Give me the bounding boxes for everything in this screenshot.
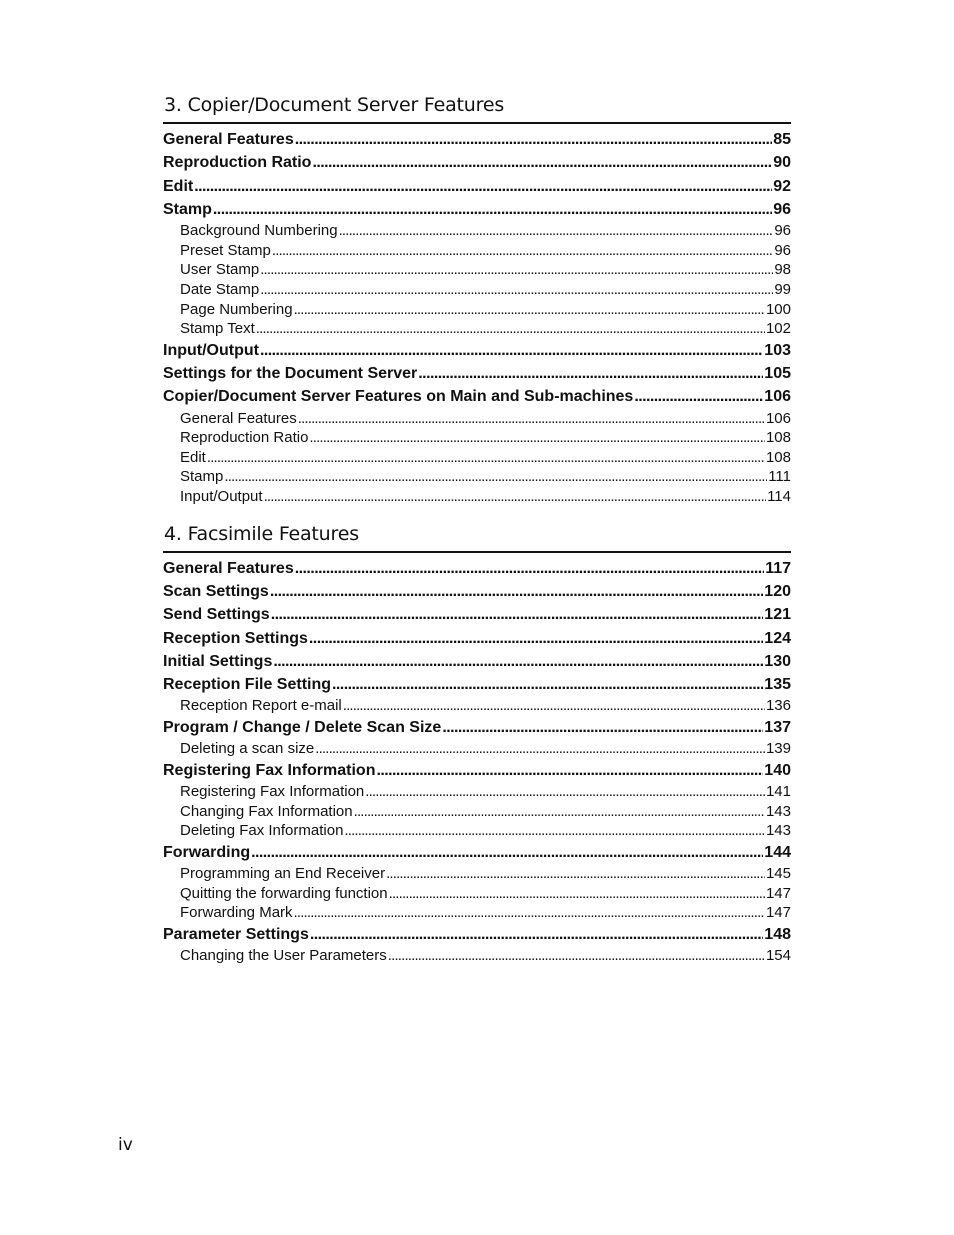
entry-page-number: 96 <box>773 200 791 218</box>
entry-page-number: 106 <box>765 409 791 427</box>
entry-title: Quitting the forwarding function <box>180 884 388 902</box>
toc-entry[interactable] <box>163 673 791 696</box>
dot-leader <box>388 946 765 966</box>
entry-title: Copier/Document Server Features on Main and Sub-machines <box>163 388 634 406</box>
entry-page-number: 102 <box>765 320 791 338</box>
entry-page-number: 143 <box>765 802 791 820</box>
entry-page-number: 145 <box>765 865 791 883</box>
dot-leader <box>256 319 765 339</box>
dot-leader <box>272 241 773 261</box>
toc-entry[interactable] <box>163 759 791 782</box>
toc-subentry[interactable] <box>163 739 791 759</box>
dot-leader <box>224 467 767 487</box>
toc-section <box>163 92 791 507</box>
entry-page-number: 96 <box>774 222 791 240</box>
entry-title: General Features <box>163 559 294 577</box>
entry-page-number: 120 <box>764 582 791 600</box>
entry-page-number: 130 <box>764 652 791 670</box>
entry-page-number: 148 <box>764 926 791 944</box>
toc-entry[interactable] <box>163 385 791 408</box>
entry-title: Parameter Settings <box>163 926 309 944</box>
entry-page-number: 117 <box>765 559 791 577</box>
entry-title: Stamp <box>163 200 212 218</box>
entry-title: Registering Fax Information <box>163 761 376 779</box>
toc-entry[interactable] <box>163 603 791 626</box>
toc-subentry[interactable] <box>163 260 791 280</box>
toc-entry[interactable] <box>163 841 791 864</box>
entry-page-number: 147 <box>765 904 791 922</box>
toc-subentry[interactable] <box>163 280 791 300</box>
entry-page-number: 100 <box>765 300 791 318</box>
toc-subentry[interactable] <box>163 884 791 904</box>
entry-page-number: 98 <box>774 261 791 279</box>
entry-page-number: 103 <box>764 341 791 359</box>
toc-entry-list <box>163 553 791 966</box>
toc-entry[interactable] <box>163 650 791 673</box>
entry-title: Background Numbering <box>180 222 338 240</box>
entry-page-number: 92 <box>773 177 791 195</box>
section-heading: 4. Facsimile Features <box>163 521 791 553</box>
entry-page-number: 85 <box>773 131 791 148</box>
dot-leader <box>339 221 774 241</box>
entry-title: General Features <box>163 131 294 148</box>
dot-leader <box>376 759 763 782</box>
entry-title: Stamp Text <box>180 320 255 338</box>
entry-page-number: 108 <box>765 429 791 447</box>
entry-title: Scan Settings <box>163 582 269 600</box>
entry-title: Deleting a scan size <box>180 740 315 758</box>
toc-subentry[interactable] <box>163 782 791 802</box>
dot-leader <box>386 864 765 884</box>
entry-title: Changing Fax Information <box>180 802 353 820</box>
entry-title: User Stamp <box>180 261 260 279</box>
dot-leader <box>213 198 772 221</box>
dot-leader <box>365 782 765 802</box>
dot-leader <box>194 175 772 198</box>
entry-title: Forwarding Mark <box>180 904 293 922</box>
toc-subentry[interactable] <box>163 903 791 923</box>
toc-subentry[interactable] <box>163 467 791 487</box>
entry-page-number: 139 <box>765 740 791 758</box>
dot-leader <box>344 821 765 841</box>
toc-entry[interactable] <box>163 151 791 174</box>
entry-page-number: 154 <box>765 947 791 965</box>
entry-page-number: 96 <box>774 241 791 259</box>
toc-subentry[interactable] <box>163 319 791 339</box>
entry-page-number: 108 <box>765 448 791 466</box>
entry-page-number: 141 <box>765 783 791 801</box>
entry-page-number: 99 <box>774 280 791 298</box>
toc-subentry[interactable] <box>163 300 791 320</box>
entry-title: Send Settings <box>163 606 270 624</box>
entry-title: Date Stamp <box>180 280 260 298</box>
dot-leader <box>309 627 763 650</box>
entry-page-number: 90 <box>773 154 791 172</box>
section-heading: 3. Copier/Document Server Features <box>163 92 791 124</box>
toc-subentry[interactable] <box>163 409 791 429</box>
toc-section <box>163 521 791 966</box>
dot-leader <box>260 260 773 280</box>
dot-leader <box>312 151 772 174</box>
dot-leader <box>260 339 763 362</box>
toc-subentry[interactable] <box>163 696 791 716</box>
entry-page-number: 111 <box>768 468 791 486</box>
entry-title: Settings for the Document Server <box>163 365 418 383</box>
entry-title: Reception File Setting <box>163 676 332 694</box>
dot-leader <box>294 903 765 923</box>
toc-subentry[interactable] <box>163 821 791 841</box>
toc-entry[interactable] <box>163 580 791 603</box>
toc-entry[interactable] <box>163 128 791 151</box>
entry-page-number: 147 <box>765 884 791 902</box>
toc-subentry[interactable] <box>163 946 791 966</box>
dot-leader <box>207 448 765 468</box>
page-number: iv <box>118 1135 133 1155</box>
toc-subentry[interactable] <box>163 802 791 822</box>
dot-leader <box>354 802 765 822</box>
dot-leader <box>260 280 773 300</box>
entry-title: Reception Settings <box>163 629 308 647</box>
entry-page-number: 124 <box>764 629 791 647</box>
dot-leader <box>295 557 764 580</box>
toc-entry[interactable] <box>163 175 791 198</box>
entry-title: Program / Change / Delete Scan Size <box>163 718 442 736</box>
entry-page-number: 140 <box>764 761 791 779</box>
entry-title: Page Numbering <box>180 300 293 318</box>
toc-subentry[interactable] <box>163 864 791 884</box>
entry-title: Stamp <box>180 468 224 486</box>
dot-leader <box>634 385 763 408</box>
entry-title: Reproduction Ratio <box>180 429 309 447</box>
toc-subentry[interactable] <box>163 221 791 241</box>
toc-subentry[interactable] <box>163 487 791 507</box>
dot-leader <box>264 487 767 507</box>
dot-leader <box>270 580 763 603</box>
toc-entry[interactable] <box>163 716 791 739</box>
dot-leader <box>294 300 765 320</box>
entry-title: Edit <box>163 177 194 195</box>
dot-leader <box>271 603 764 626</box>
dot-leader <box>332 673 763 696</box>
toc-subentry[interactable] <box>163 241 791 261</box>
entry-page-number: 144 <box>764 843 791 861</box>
dot-leader <box>251 841 763 864</box>
toc-entry[interactable] <box>163 627 791 650</box>
dot-leader <box>315 739 765 759</box>
toc-subentry[interactable] <box>163 448 791 468</box>
dot-leader <box>310 923 763 946</box>
dot-leader <box>418 362 763 385</box>
dot-leader <box>343 696 765 716</box>
dot-leader <box>442 716 763 739</box>
entry-page-number: 121 <box>764 606 791 624</box>
toc-entry[interactable] <box>163 198 791 221</box>
entry-title: Forwarding <box>163 843 251 861</box>
toc-entry[interactable] <box>163 362 791 385</box>
entry-page-number: 137 <box>764 718 791 736</box>
entry-page-number: 136 <box>765 697 791 715</box>
toc-entry-list <box>163 124 791 507</box>
entry-title: Deleting Fax Information <box>180 822 344 840</box>
entry-page-number: 105 <box>764 365 791 383</box>
entry-title: Reproduction Ratio <box>163 154 312 172</box>
entry-title: Input/Output <box>163 341 259 359</box>
entry-page-number: 114 <box>767 488 791 506</box>
entry-title: General Features <box>180 409 297 427</box>
entry-title: Registering Fax Information <box>180 783 365 801</box>
toc-subentry[interactable] <box>163 428 791 448</box>
entry-title: Input/Output <box>180 488 263 506</box>
entry-title: Programming an End Receiver <box>180 865 386 883</box>
toc-entry[interactable] <box>163 339 791 362</box>
entry-page-number: 135 <box>764 676 791 694</box>
entry-page-number: 143 <box>765 822 791 840</box>
dot-leader <box>295 128 772 151</box>
dot-leader <box>273 650 763 673</box>
toc-entry[interactable] <box>163 557 791 580</box>
dot-leader <box>309 428 765 448</box>
entry-title: Preset Stamp <box>180 241 271 259</box>
entry-title: Reception Report e-mail <box>180 697 342 715</box>
dot-leader <box>298 409 765 429</box>
entry-title: Initial Settings <box>163 652 273 670</box>
table-of-contents <box>163 92 791 980</box>
entry-page-number: 106 <box>764 388 791 406</box>
toc-entry[interactable] <box>163 923 791 946</box>
entry-title: Changing the User Parameters <box>180 947 387 965</box>
entry-title: Edit <box>180 448 206 466</box>
dot-leader <box>389 884 765 904</box>
